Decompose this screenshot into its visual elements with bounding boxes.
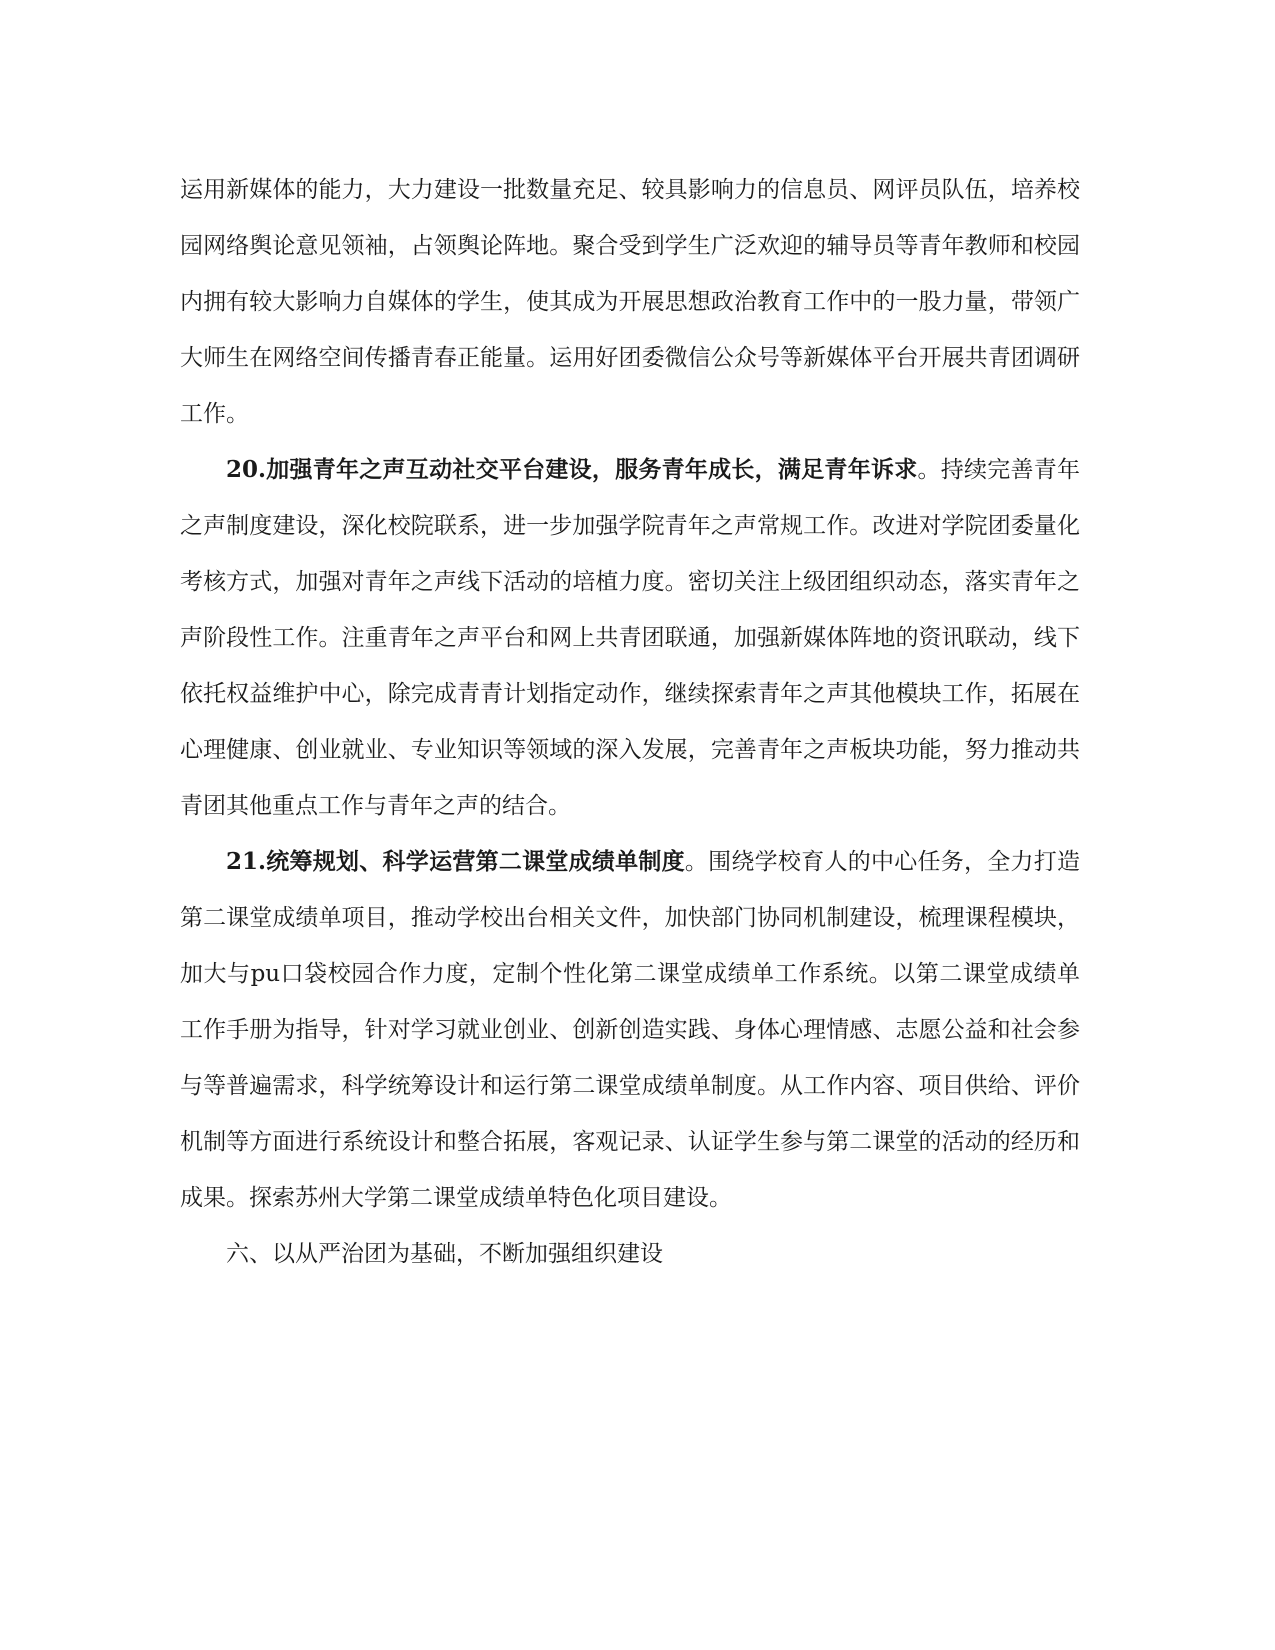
paragraph-network-opinion: 运用新媒体的能力，大力建设一批数量充足、较具影响力的信息员、网评员队伍，培养校园网络舆论意见领袖，占领舆论阵地。聚合受到学生广泛欢迎的辅导员等青年教师和校园内拥有较大影响力自媒体的学生，使其成为开展思想政治教育工作中的一股力量，带领广大师生在网络空间传播青春正能量。运用好团委微信公众号等新媒体平台开展共青团调研工作。 [180, 177, 1080, 427]
document-page [180, 162, 1080, 1282]
paragraph-item-21 [180, 834, 1080, 1226]
paragraph-item-20 [180, 442, 1080, 834]
item-20-heading: 20.加强青年之声互动社交平台建设，服务青年成长，满足青年诉求 [226, 456, 918, 483]
item-21-heading: 21.统筹规划、科学运营第二课堂成绩单制度 [226, 848, 685, 875]
item-20-body: 。持续完善青年之声制度建设，深化校院联系，进一步加强学院青年之声常规工作。改进对学院团委量化考核方式，加强对青年之声线下活动的培植力度。密切关注上级团组织动态，落实青年之声阶段性工作。注重青年之声平台和网上共青团联通，加强新媒体阵地的资讯联动，线下依托权益维护中心，除完成青青计划指定动作，继续探索青年之声其他模块工作，拓展在心理健康、创业就业、专业知识等领域的深入发展，完善青年之声板块功能，努力推动共青团其他重点工作与青年之声的结合。 [180, 457, 1081, 819]
section-heading-six: 六、以从严治团为基础，不断加强组织建设 [226, 1241, 663, 1267]
item-21-body: 。围绕学校育人的中心任务，全力打造第二课堂成绩单项目，推动学校出台相关文件，加快部门协同机制建设，梳理课程模块，加大与pu口袋校园合作力度，定制个性化第二课堂成绩单工作系统。以第二课堂成绩单工作手册为指导，针对学习就业创业、创新创造实践、身体心理情感、志愿公益和社会参与等普遍需求，科学统筹设计和运行第二课堂成绩单制度。从工作内容、项目供给、评价机制等方面进行系统设计和整合拓展，客观记录、认证学生参与第二课堂的活动的经历和成果。探索苏州大学第二课堂成绩单特色化项目建设。 [180, 849, 1081, 1211]
